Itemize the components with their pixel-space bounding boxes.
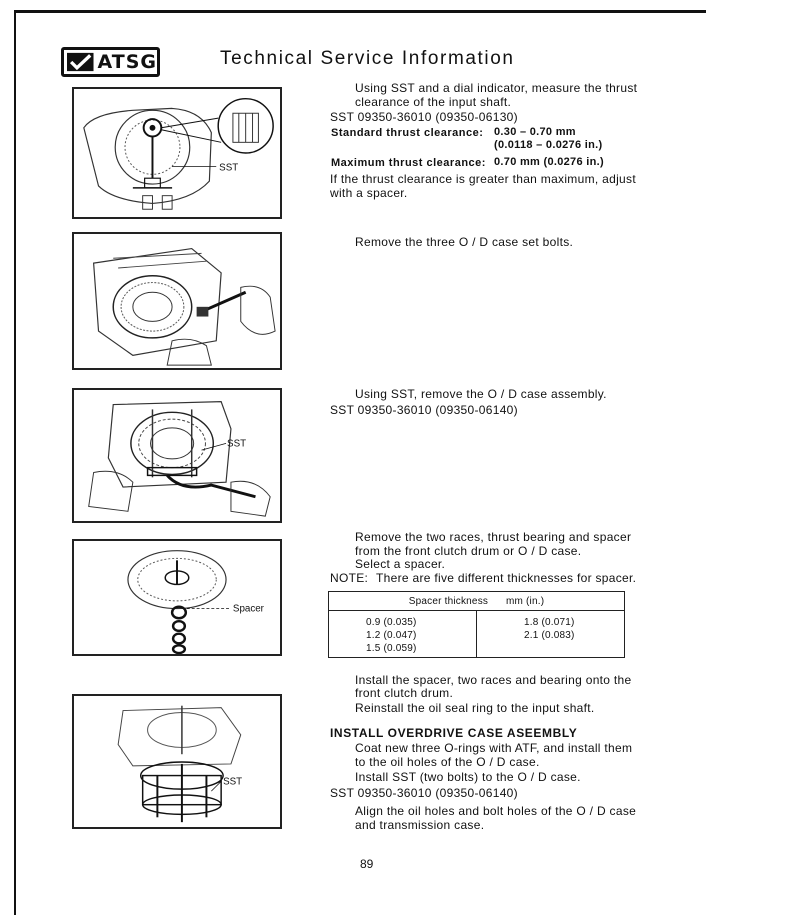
step4-line3: Select a spacer. xyxy=(355,557,446,571)
dial-indicator-illustration xyxy=(74,89,280,217)
step1-line2: clearance of the input shaft. xyxy=(355,95,512,109)
section-line5: and transmission case. xyxy=(355,818,485,832)
section-line4: Align the oil holes and bolt holes of the O / D case xyxy=(355,804,637,818)
spacer-table-header-right: mm (in.) xyxy=(505,595,545,607)
note-label: NOTE: xyxy=(330,571,369,585)
spacer-table-header xyxy=(329,592,625,611)
spacer-value: 1.2 (0.047) xyxy=(366,630,417,641)
od-case-removal-illustration xyxy=(74,390,280,521)
figure-remove-od-case xyxy=(72,388,282,523)
note-text: There are five different thicknesses for spacer. xyxy=(376,571,637,585)
standard-clearance-value-in: (0.0118 – 0.0276 in.) xyxy=(494,139,603,151)
spacer-table-col2 xyxy=(477,611,625,658)
step5-line2: front clutch drum. xyxy=(355,686,454,700)
checkmark-icon xyxy=(67,51,94,73)
step1-note-line1: If the thrust clearance is greater than maximum, adjust xyxy=(330,172,636,186)
left-border-rule xyxy=(14,10,16,915)
step1-line1: Using SST and a dial indicator, measure the thrust xyxy=(355,81,638,95)
case-bolts-illustration xyxy=(74,234,280,368)
spacer-races-illustration xyxy=(74,541,280,654)
section-line3: Install SST (two bolts) to the O / D case. xyxy=(355,770,581,784)
step4-line2: from the front clutch drum or O / D case. xyxy=(355,544,582,558)
section-heading: INSTALL OVERDRIVE CASE ASEEMBLY xyxy=(330,726,578,740)
standard-clearance-label: Standard thrust clearance: xyxy=(331,127,484,139)
spacer-value: 1.5 (0.059) xyxy=(366,643,417,654)
figure-install-od-case xyxy=(72,694,282,829)
step5-line1: Install the spacer, two races and bearing onto the xyxy=(355,673,632,687)
spacer-thickness-table xyxy=(328,591,625,658)
standard-clearance-value-mm: 0.30 – 0.70 mm xyxy=(494,126,576,138)
atsg-logo xyxy=(61,47,160,77)
figure-5-callout: SST xyxy=(223,776,243,788)
step1-sst: SST 09350-36010 (09350-06130) xyxy=(330,110,518,124)
figure-spacer xyxy=(72,539,282,656)
maximum-clearance-value: 0.70 mm (0.0276 in.) xyxy=(494,156,604,168)
logo-text: ATSG xyxy=(97,51,157,73)
top-border-rule xyxy=(14,10,706,13)
step2-text: Remove the three O / D case set bolts. xyxy=(355,235,574,249)
section-sst: SST 09350-36010 (09350-06140) xyxy=(330,786,518,800)
step5-line3: Reinstall the oil seal ring to the input shaft. xyxy=(355,701,595,715)
section-line2: to the oil holes of the O / D case. xyxy=(355,755,540,769)
step3-sst: SST 09350-36010 (09350-06140) xyxy=(330,403,518,417)
spacer-table-row xyxy=(329,611,625,658)
spacer-table-header-left: Spacer thickness xyxy=(408,595,489,607)
step4-line1: Remove the two races, thrust bearing and spacer xyxy=(355,530,632,544)
figure-4-callout: Spacer xyxy=(232,603,264,615)
spacer-value: 2.1 (0.083) xyxy=(524,630,575,641)
page-number: 89 xyxy=(360,857,374,871)
section-line1: Coat new three O-rings with ATF, and install them xyxy=(355,741,633,755)
figure-3-callout: SST xyxy=(227,438,247,450)
step3-text: Using SST, remove the O / D case assembly. xyxy=(355,387,607,401)
step1-note-line2: with a spacer. xyxy=(330,186,408,200)
spacer-value: 1.8 (0.071) xyxy=(524,617,575,628)
page-title: Technical Service Information xyxy=(220,48,515,69)
spacer-table-col1 xyxy=(329,611,477,658)
spacer-value: 0.9 (0.035) xyxy=(366,617,417,628)
od-case-install-illustration xyxy=(74,696,280,827)
figure-1-callout: SST xyxy=(219,162,239,174)
figure-thrust-clearance xyxy=(72,87,282,219)
maximum-clearance-label: Maximum thrust clearance: xyxy=(331,157,486,169)
spacer-table-header-row xyxy=(329,592,625,611)
figure-remove-bolts xyxy=(72,232,282,370)
